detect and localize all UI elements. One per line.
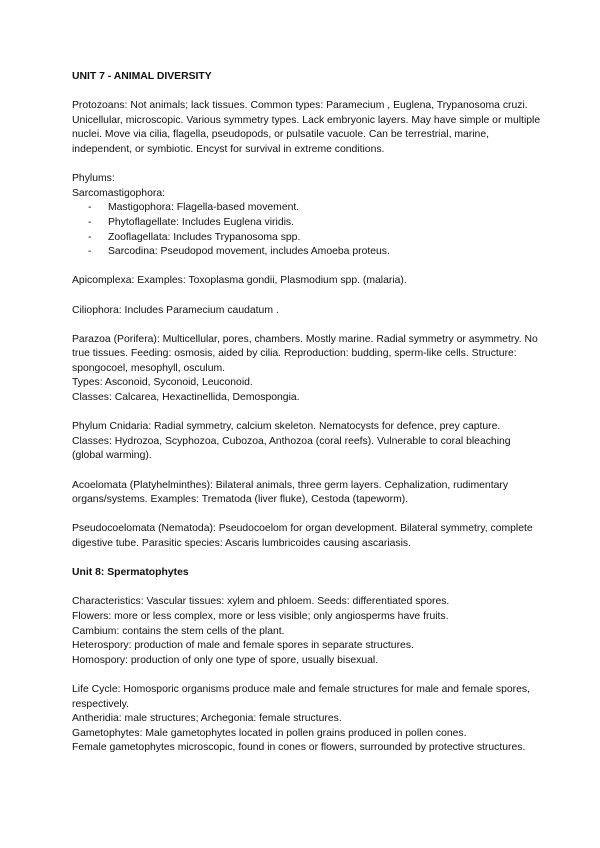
apicomplexa-paragraph: Apicomplexa: Examples: Toxoplasma gondii, Plasmodium spp. (malaria). [72,275,407,287]
list-item-text: Zooflagellata: Includes Trypanosoma spp. [108,231,301,243]
unit8-title: Unit 8: Spermatophytes [72,567,189,579]
ciliophora-paragraph: Ciliophora: Includes Paramecium caudatum . [72,304,279,316]
list-item-text: Mastigophora: Flagella-based movement. [108,202,300,214]
life-cycle-paragraph: Life Cycle: Homosporic organisms produce male and female structures for male and female spores, respectively. [72,683,530,710]
pseudocoelomata-paragraph: Pseudocoelomata (Nematoda): Pseudocoelom for organ development. Bilateral symmetry, complete digestive tube. Parasitic species: Ascaris lumbricoides causing ascariasis. [72,523,533,549]
list-item [88,245,542,260]
gametophytes-line: Gametophytes: Male gametophytes located in pollen grains produced in pollen cones. [72,727,467,739]
list-item [88,201,542,216]
heterospory-line: Heterospory: production of male and female spores in separate structures. [72,640,414,652]
sarcomastigophora-list [72,201,542,259]
dash-bullet: - [88,231,92,243]
cambium-line: Cambium: contains the stem cells of the plant. [72,625,285,637]
acoelomata-paragraph: Acoelomata (Platyhelminthes): Bilateral animals, three germ layers. Cephalization, rudimentary organs/systems. Examples: Trematoda (liver fluke), Cestoda (tapeworm). [72,479,509,506]
list-item-text: Phytoflagellate: Includes Euglena viridis. [108,216,294,228]
protozoans-paragraph: Protozoans: Not animals; lack tissues. Common types: Paramecium , Euglena, Trypanosoma cruzi. Unicellular, microscopic. Various symmetry types. Lack embryonic layers. May have simple or multiple nuclei. Move via cilia, flagella, pseudopods, or pulsatile vacuole. Can be terrestrial, marine, independent, or symbiotic. Encyst for survival in extreme conditions. [72,100,541,155]
homospory-line: Homospory: production of only one type of spore, usually bisexual. [72,654,379,666]
sarcomastigophora-label: Sarcomastigophora: [72,187,165,199]
dash-bullet: - [88,216,92,228]
list-item-text: Sarcodina: Pseudopod movement, includes Amoeba proteus. [108,246,390,258]
antheridia-line: Antheridia: male structures; Archegonia: female structures. [72,713,342,725]
phylums-label: Phylums: [72,173,115,185]
cnidaria-paragraph: Phylum Cnidaria: Radial symmetry, calcium skeleton. Nematocysts for defence, prey capture. Classes: Hydrozoa, Scyphozoa, Cubozoa, Anthozoa (coral reefs). Vulnerable to coral bleaching (global warming). [72,421,511,462]
parazoa-classes: Classes: Calcarea, Hexactinellida, Demospongia. [72,392,300,404]
dash-bullet: - [88,202,92,214]
document-page [72,70,542,756]
unit7-title: UNIT 7 - ANIMAL DIVERSITY [72,71,212,82]
list-item [88,216,542,231]
characteristics-line: Characteristics: Vascular tissues: xylem and phloem. Seeds: differentiated spores. [72,596,450,608]
female-gametophytes-line: Female gametophytes microscopic, found in cones or flowers, surrounded by protective structures. [72,742,526,754]
list-item [88,231,542,246]
dash-bullet: - [88,246,92,258]
parazoa-paragraph: Parazoa (Porifera): Multicellular, pores, chambers. Mostly marine. Radial symmetry or asymmetry. No true tissues. Feeding: osmosis, aided by cilia. Reproduction: budding, sperm-like cells. Structure: spongocoel, mesophyll, osculum. [72,333,538,374]
flowers-line: Flowers: more or less complex, more or less visible; only angiosperms have fruits. [72,610,449,622]
parazoa-types: Types: Asconoid, Syconoid, Leuconoid. [72,377,253,389]
